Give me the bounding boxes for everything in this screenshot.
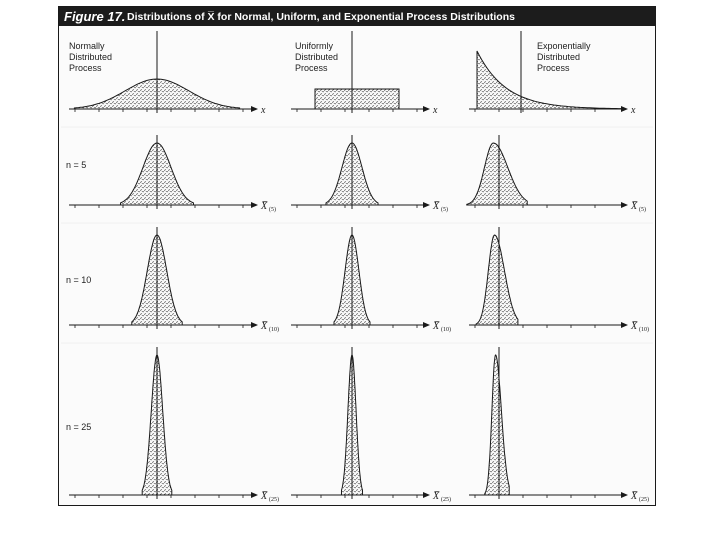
axis-label: X̅ [631,201,638,212]
axis-arrow [423,492,430,498]
column-label-exponential: Exponentially Distributed Process [537,41,591,73]
figure-label: Figure 17. [64,9,126,24]
column-label-uniform: Uniformly Distributed Process [295,41,339,73]
axis-label-subscript: (25) [639,497,649,503]
axis-label: X̅ [261,491,268,502]
axis-label-subscript: (25) [441,497,451,503]
axis-arrow [423,106,430,112]
axis-label: x [433,105,438,116]
axis-label: X̅ [631,491,638,502]
uniform-process-box [315,89,399,109]
axis-label-subscript: (10) [269,327,279,333]
axis-arrow [621,106,628,112]
axis-label: X̅ [261,201,268,212]
axis-label-subscript: (25) [269,497,279,503]
axis-label: X̅ [433,201,440,212]
distribution-plots [59,7,657,507]
axis-arrow [251,106,258,112]
axis-arrow [423,202,430,208]
axis-label-subscript: (5) [269,207,276,213]
axis-arrow [423,322,430,328]
axis-label-subscript: (5) [639,207,646,213]
row-label-n10: n = 10 [66,275,92,285]
axis-arrow [251,492,258,498]
column-label-normal: Normally Distributed Process [69,41,113,73]
axis-arrow [621,202,628,208]
axis-arrow [251,202,258,208]
axis-arrow [621,322,628,328]
sampling-distribution-curve-exponential [476,235,518,325]
axis-arrow [251,322,258,328]
axis-label: x [631,105,636,116]
axis-label: X̅ [433,321,440,332]
axis-label: X̅ [433,491,440,502]
row-label-n25: n = 25 [66,422,92,432]
row-label-n5: n = 5 [66,160,87,170]
axis-label: X̅ [631,321,638,332]
axis-label-subscript: (10) [441,327,451,333]
sampling-distribution-curve-exponential [485,355,509,495]
figure-frame [58,6,656,506]
axis-arrow [621,492,628,498]
sampling-distribution-curve-exponential [467,143,527,205]
figure-title: Distributions of X̅ for Normal, Uniform, and Exponential Process Distributions [127,11,515,23]
axis-label: x [261,105,266,116]
axis-label-subscript: (5) [441,207,448,213]
axis-label: X̅ [261,321,268,332]
axis-label-subscript: (10) [639,327,649,333]
